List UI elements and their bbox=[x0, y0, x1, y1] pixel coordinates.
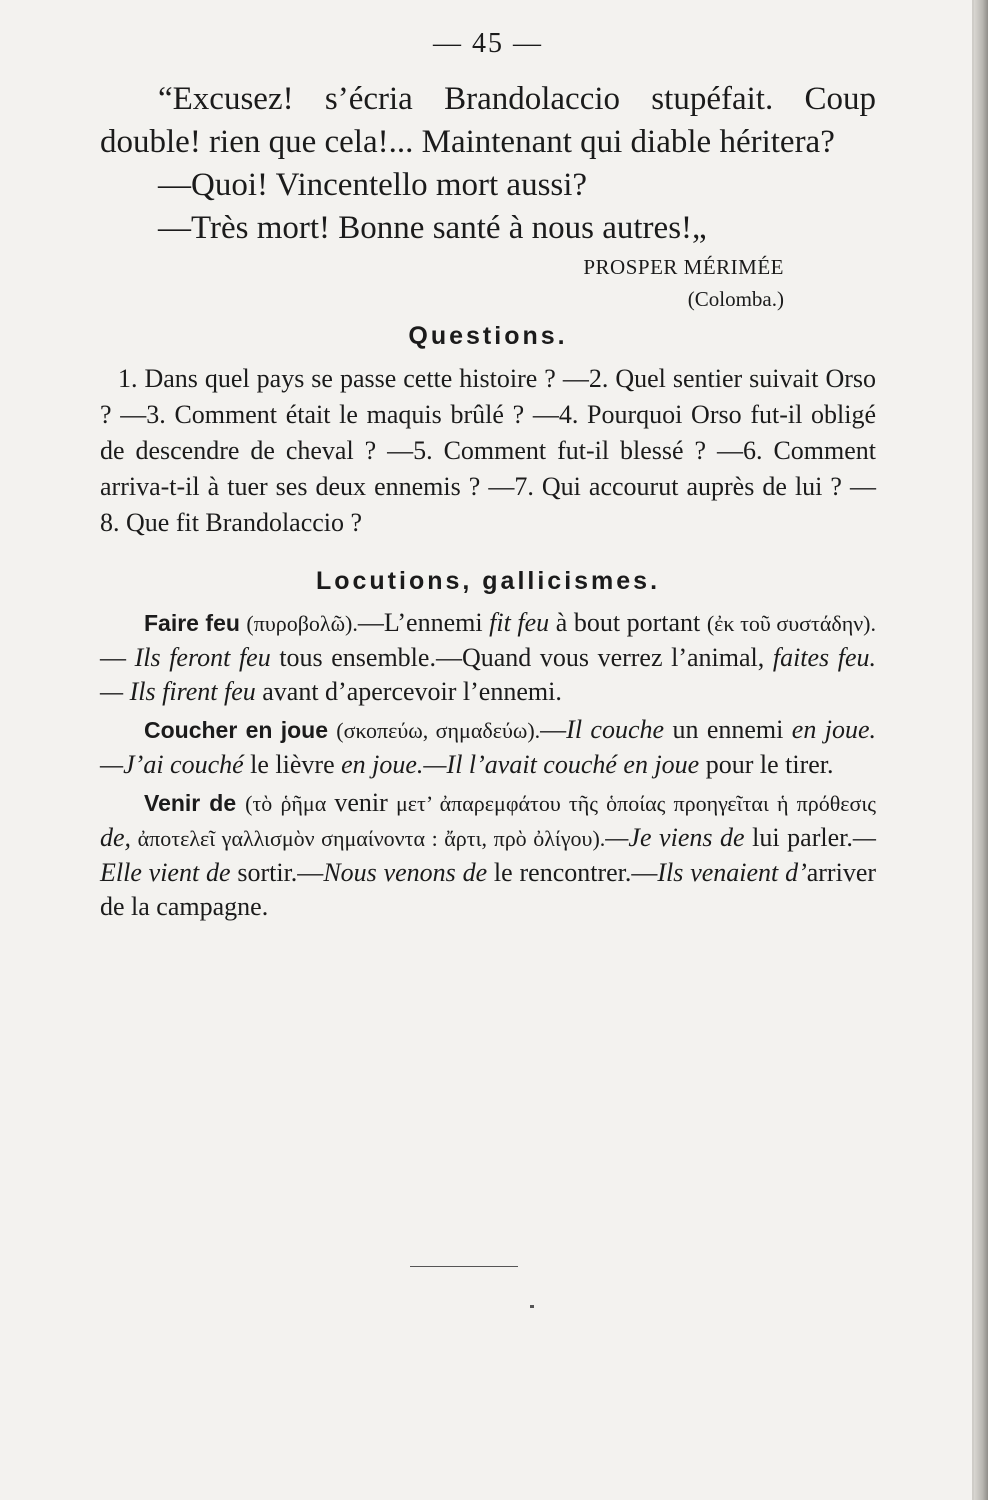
locution-text: — bbox=[100, 643, 135, 672]
locution-entry bbox=[100, 713, 876, 782]
locution-translation: (σκοπεύω, σημαδεύω). bbox=[336, 718, 541, 743]
example-phrase: Ils venaient d’ bbox=[657, 858, 807, 887]
example-phrase: —Elle vient de bbox=[100, 823, 876, 887]
question-item: 1. Dans quel pays se passe cette histoire ? bbox=[118, 364, 556, 393]
locution-entry bbox=[100, 786, 876, 924]
example-phrase: de, bbox=[100, 823, 132, 852]
question-item: —4. Pourquoi Orso fut-il obligé de descendre de cheval ? bbox=[100, 400, 876, 465]
locution-text: venir bbox=[334, 788, 388, 817]
locution-text: sortir.— bbox=[230, 858, 324, 887]
question-item: —6. Comment arriva-t-il à tuer ses deux ennemis ? bbox=[100, 436, 876, 501]
example-phrase: —Je viens de bbox=[605, 823, 745, 852]
quote-passage bbox=[100, 78, 876, 250]
locution-term: Coucher en joue bbox=[144, 717, 337, 743]
quote-line: —Très mort! Bonne santé à nous autres!„ bbox=[158, 210, 707, 246]
locution-text: le rencontrer.— bbox=[487, 858, 658, 887]
page-number: — 45 — bbox=[433, 28, 543, 59]
quote-author: PROSPER MÉRIMÉE bbox=[583, 255, 784, 279]
locution-text: lui parler. bbox=[744, 823, 853, 852]
example-phrase: faites feu.— Ils firent feu bbox=[100, 643, 877, 706]
locution-text: — bbox=[540, 715, 567, 744]
locution-text: arriver de la campagne. bbox=[100, 858, 877, 921]
locution-term: Faire feu bbox=[144, 610, 247, 636]
example-phrase: Il couche bbox=[566, 715, 665, 744]
locution-entry bbox=[100, 606, 876, 709]
locution-text: avant d’apercevoir l’ennemi. bbox=[255, 677, 562, 706]
locution-text: un ennemi bbox=[664, 715, 792, 744]
locution-translation: (πυροβολῶ). bbox=[246, 611, 358, 636]
questions-list bbox=[100, 361, 876, 541]
question-item: — 8. Que fit Brandolaccio ? bbox=[100, 472, 877, 537]
locution-text: (τὸ ῥῆμα bbox=[245, 791, 335, 816]
question-item: —7. Qui accourut auprès de lui ? bbox=[488, 472, 842, 501]
locution-text: pour le tirer. bbox=[699, 750, 834, 779]
quote-source: (Colomba.) bbox=[687, 287, 784, 311]
example-phrase: en joue.—Il l’avait couché en joue bbox=[341, 750, 700, 779]
locutions-list bbox=[100, 606, 876, 924]
example-phrase: en joue.—J’ai couché bbox=[100, 715, 876, 779]
locution-term: Venir de bbox=[144, 790, 246, 816]
quote-line: “Excusez! s’écria Brandolaccio stupéfait. Coup double! rien que cela!... Maintenant qui diable héritera? bbox=[100, 81, 876, 160]
question-item: —2. Quel sentier suivait Orso ? bbox=[100, 364, 877, 429]
locution-text: le lièvre bbox=[243, 750, 342, 779]
locution-text: à bout portant bbox=[549, 608, 707, 637]
locution-text: tous ensemble.—Quand vous verrez l’animal, bbox=[270, 643, 773, 672]
end-rule bbox=[410, 1266, 518, 1267]
page-content bbox=[100, 28, 876, 928]
locution-text: —L’ennemi bbox=[357, 608, 490, 637]
questions-heading: Questions. bbox=[408, 322, 568, 350]
question-item: —5. Comment fut-il blessé ? bbox=[387, 436, 707, 465]
question-item: —3. Comment était le maquis brûlé ? bbox=[120, 400, 525, 429]
quote-line: —Quoi! Vincentello mort aussi? bbox=[158, 167, 588, 203]
example-phrase: Ils feront feu bbox=[134, 643, 271, 672]
page-edge bbox=[974, 0, 988, 1500]
end-mark bbox=[530, 1305, 534, 1308]
locution-text: μετ’ ἀπαρεμφάτου τῆς ὁποίας προηγεῖται ἡ πρόθεσις bbox=[387, 791, 876, 816]
example-phrase: Nous venons de bbox=[323, 858, 488, 887]
example-phrase: fit feu bbox=[489, 608, 550, 637]
locutions-heading: Locutions, gallicismes. bbox=[315, 567, 661, 595]
locution-text: ἀποτελεῖ γαλλισμὸν σημαίνοντα : ἄρτι, πρὸ ὀλίγου). bbox=[131, 826, 606, 851]
locution-text: (ἐκ τοῦ συστάδην). bbox=[706, 611, 876, 636]
